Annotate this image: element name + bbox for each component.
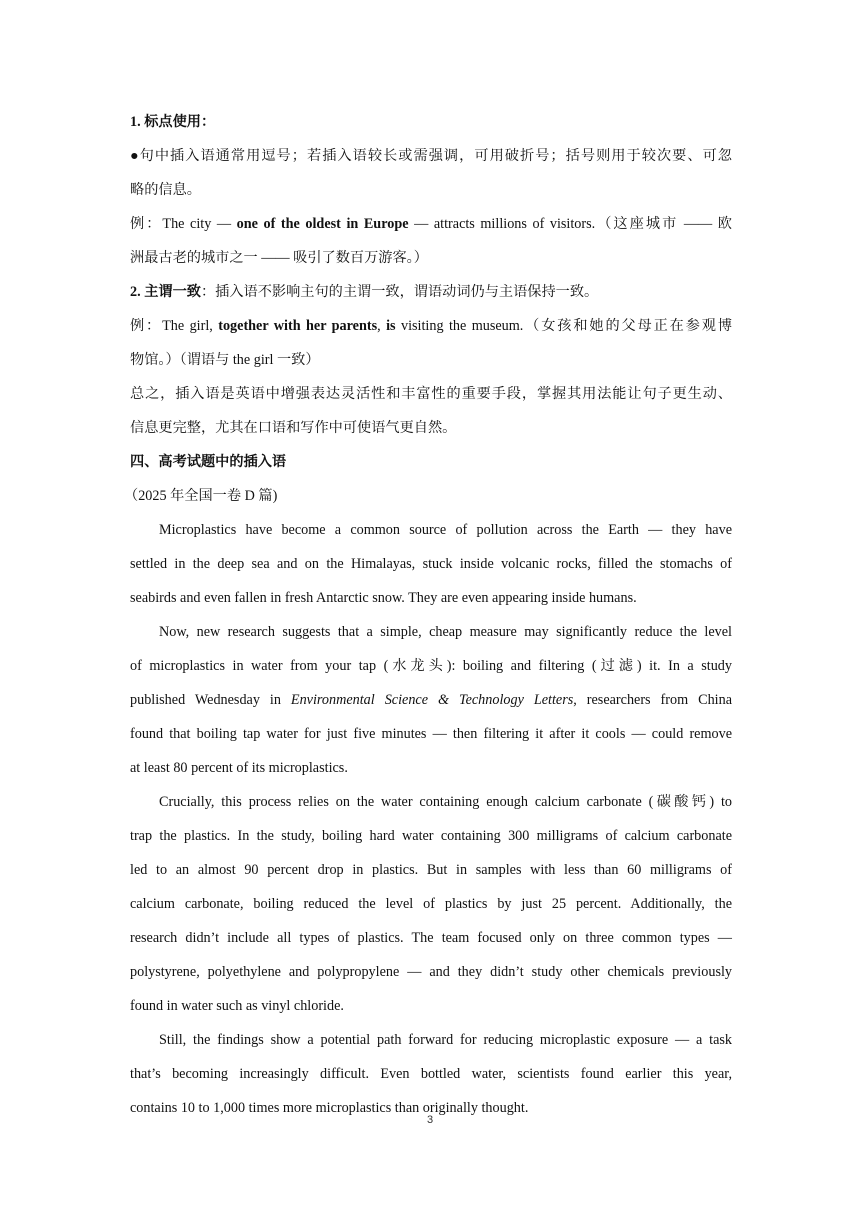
example-line: 物馆。）（谓语与 the girl 一致） xyxy=(130,352,320,368)
example-text: , xyxy=(377,318,387,334)
passage-line: Still, the findings show a potential path forward for reducing microplastic exposure — a task xyxy=(159,1032,732,1048)
example-text: visiting the museum.（女孩和她的父母正在参观博 xyxy=(395,318,733,334)
example-line xyxy=(130,309,732,343)
passage-line: of microplastics in water from your tap (水龙头): boiling and filtering (过滤) it. In a study xyxy=(130,658,732,674)
bullet-line: 略的信息。 xyxy=(130,182,201,198)
passage-line: Now, new research suggests that a simple, cheap measure may significantly reduce the level xyxy=(159,624,732,640)
passage-line: found that boiling tap water for just five minutes — then filtering it after it cools — could remove xyxy=(130,726,732,742)
passage-line: that’s becoming increasingly difficult. Even bottled water, scientists found earlier this year, xyxy=(130,1066,732,1082)
passage-line: Microplastics have become a common source of pollution across the Earth — they have xyxy=(159,522,732,538)
example-line xyxy=(130,207,732,241)
example-text: — attracts millions of visitors.（这座城市 —— 欧 xyxy=(408,216,732,232)
passage-line: Crucially, this process relies on the water containing enough calcium carbonate (碳酸钙) to xyxy=(159,794,732,810)
section-heading-exam: 四、高考试题中的插入语 xyxy=(130,454,287,470)
document-page xyxy=(124,105,733,1125)
journal-title: Environmental Science & Technology Letters xyxy=(290,692,574,708)
passage-line: at least 80 percent of its microplastics. xyxy=(130,760,348,776)
passage-line: calcium carbonate, boiling reduced the level of plastics by just 25 percent. Additionally, the xyxy=(130,896,732,912)
passage-text: , researchers from China xyxy=(573,692,732,708)
section-heading-agreement xyxy=(130,275,732,309)
passage-line: trap the plastics. In the study, boiling hard water containing 300 milligrams of calcium carbonate xyxy=(130,828,732,844)
example-bold-text: together with her parents xyxy=(218,318,378,334)
passage-line: contains 10 to 1,000 times more microplastics than originally thought. xyxy=(130,1100,529,1116)
passage-line: seabirds and even fallen in fresh Antarctic snow. They are even appearing inside humans. xyxy=(130,590,637,606)
passage-line: led to an almost 90 percent drop in plastics. But in samples with less than 60 milligrams of xyxy=(130,862,732,878)
heading-text: ：插入语不影响主句的主谓一致，谓语动词仍与主语保持一致。 xyxy=(200,284,599,300)
example-bold-text: is xyxy=(386,318,396,334)
summary-line: 总之，插入语是英语中增强表达灵活性和丰富性的重要手段，掌握其用法能让句子更生动、 xyxy=(130,386,732,402)
passage-source: （2025 年全国一卷 D 篇) xyxy=(124,488,278,504)
example-text: 例：The girl, xyxy=(130,318,219,334)
passage-line: settled in the deep sea and on the Himalayas, stuck inside volcanic rocks, filled the stomachs of xyxy=(130,556,732,572)
example-text: 例：The city — xyxy=(130,216,237,232)
summary-line: 信息更完整，尤其在口语和写作中可使语气更自然。 xyxy=(130,420,457,436)
bullet-line: ●句中插入语通常用逗号；若插入语较长或需强调，可用破折号；括号则用于较次要、可忽 xyxy=(130,148,732,164)
section-heading-punctuation: 1. 标点使用： xyxy=(130,114,216,130)
passage-line: research didn’t include all types of plastics. The team focused only on three common types — xyxy=(130,930,732,946)
heading-bold: 2. 主谓一致 xyxy=(130,284,201,300)
passage-text: published Wednesday in xyxy=(130,692,291,708)
page-number: 3 xyxy=(426,1114,434,1126)
passage-line: polystyrene, polyethylene and polypropylene — and they didn’t study other chemicals previously xyxy=(130,964,732,980)
example-bold-text: one of the oldest in Europe xyxy=(236,216,409,232)
passage-line: found in water such as vinyl chloride. xyxy=(130,998,344,1014)
example-line: 洲最古老的城市之一 —— 吸引了数百万游客。） xyxy=(130,250,428,266)
passage-line xyxy=(130,683,732,717)
